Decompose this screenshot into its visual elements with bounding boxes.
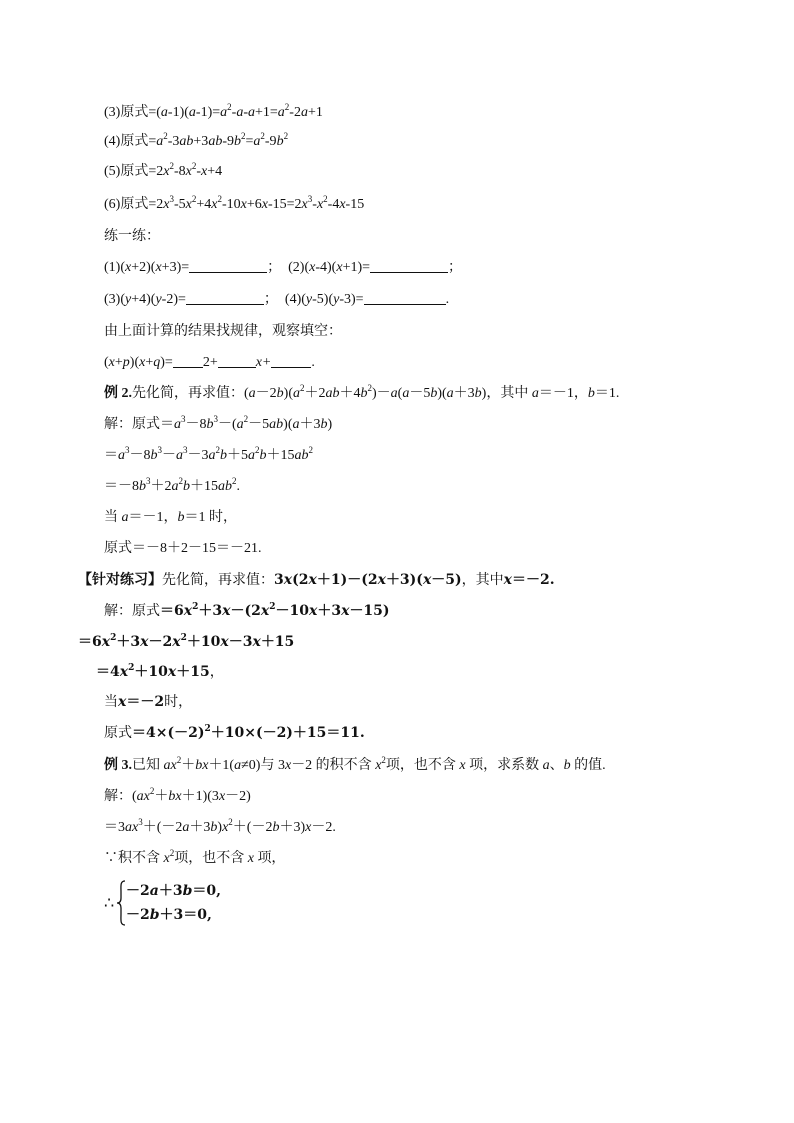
example-2-step-1: 解：原式$=a^3-8b^3-(a^2-5ab)(a+3b)$ [104, 414, 333, 432]
solution-line-4 [104, 132, 288, 152]
practice-row-2 [104, 290, 449, 310]
pattern-instruction: 由上面计算的结果找规律，观察填空： [104, 324, 342, 339]
practice-2-step-3: $=4x^2+10x+15$， [96, 663, 224, 680]
solution-expression: $a^2-3ab+3ab-9b^2=a^2-9b^2$ [156, 131, 289, 149]
solution-expression: $2x^3-5x^2+4x^2-10x+6x-15=2x^3-x^2-4x-15$ [156, 194, 365, 212]
example-3-question [104, 756, 606, 776]
answer-blank[interactable] [218, 353, 256, 368]
example-label: 例 2. [104, 386, 132, 401]
solution-label: (3)原式= [104, 105, 157, 120]
practice-item-4: (4)(y-5)(y-3)= [284, 292, 364, 307]
pattern-formula [104, 353, 315, 373]
solution-label: (5)原式= [104, 164, 157, 179]
practice-row-1 [104, 258, 462, 278]
answer-blank[interactable] [271, 353, 311, 368]
period: . [311, 355, 315, 370]
solution-line-5 [104, 162, 222, 182]
answer-blank[interactable] [364, 290, 446, 305]
left-brace-icon [116, 880, 126, 926]
practice-2-step-2: $=6x^2+3x-2x^2+10x-3x+15$ [78, 633, 295, 650]
solution-line-3 [104, 103, 323, 123]
practice-2-question [78, 570, 555, 591]
practice-item-1: (1)(x+2)(x+3)= [104, 260, 190, 275]
practice-2-step-5: 原式$=4\times(-2)^2+10\times(-2)+15=11$. [104, 724, 365, 741]
solution-label: (4)原式= [104, 134, 157, 149]
example-3-step-1: 解：$(ax^2+bx+1)(3x-2)$ [104, 786, 251, 804]
example-2-question [104, 384, 619, 404]
solution-label: (6)原式= [104, 197, 157, 212]
example-3-step-3: ∵积不含 $x^2$项，也不含 x 项， [104, 848, 286, 866]
example-3-step-2: $=3ax^3+(-2a+3b)x^2+(-2b+3)x-2$. [104, 817, 336, 835]
solution-expression: $(a-1)(a-1)=a^2-a-a+1=a^2-2a+1$ [156, 102, 323, 120]
example-text: 已知 $ax^2+bx+1(a\ne 0)$与 3x－2 的积不含 $x^2$项，也不含 x 项，求系数 a、b 的值. [132, 755, 606, 773]
answer-blank[interactable] [189, 258, 267, 273]
example-2-step-4: 当 a＝－1，b＝1 时， [104, 510, 237, 525]
solution-expression: $2x^2-8x^2-x+4$ [156, 161, 223, 179]
answer-blank[interactable] [186, 290, 264, 305]
practice-item-3: (3)(y+4)(y-2)= [104, 292, 186, 307]
separator: ； [448, 260, 463, 275]
solution-line-6 [104, 195, 364, 215]
example-text: 先化简，再求值：$(a-2b)(a^2+2ab+4b^2)-a(a-5b)(a+3b)$，其中 a＝－1，b＝1. [132, 383, 620, 401]
practice-item-2: (2)(x-4)(x+1)= [288, 260, 371, 275]
equation-2: －2b＋3＝0, [126, 907, 212, 923]
practice-tag: 【针对练习】 [78, 573, 162, 588]
practice-2-step-1: 解：原式$=6x^2+3x-(2x^2-10x+3x-15)$ [104, 602, 390, 619]
pattern-sq: 2+ [202, 355, 218, 370]
therefore-symbol: ∴ [104, 895, 115, 912]
example-2-step-3: $=-8b^3+2a^2b+15ab^2$. [104, 476, 240, 494]
pattern-lhs: (x+p)(x+q)= [104, 355, 173, 370]
practice-text: 先化简，再求值：3x(2x＋1)－(2x＋3)(x－5)，其中x＝－2. [162, 572, 555, 588]
answer-blank[interactable] [370, 258, 448, 273]
answer-blank[interactable] [173, 353, 203, 368]
example-2-step-2: $=a^3-8b^3-a^3-3a^2b+5a^2b+15ab^2$ [104, 445, 313, 463]
pattern-xplus: x+ [255, 355, 272, 370]
practice-title: 练一练： [104, 229, 160, 244]
example-2-step-5: 原式＝－8＋2－15＝－21. [104, 541, 262, 556]
period: . [445, 292, 450, 307]
practice-2-step-4: 当x＝－2时， [104, 694, 193, 710]
equation-1: －2a＋3b＝0, [126, 883, 221, 899]
separator: ； [267, 260, 282, 275]
separator: ； [263, 292, 278, 307]
example-label: 例 3. [104, 758, 132, 773]
